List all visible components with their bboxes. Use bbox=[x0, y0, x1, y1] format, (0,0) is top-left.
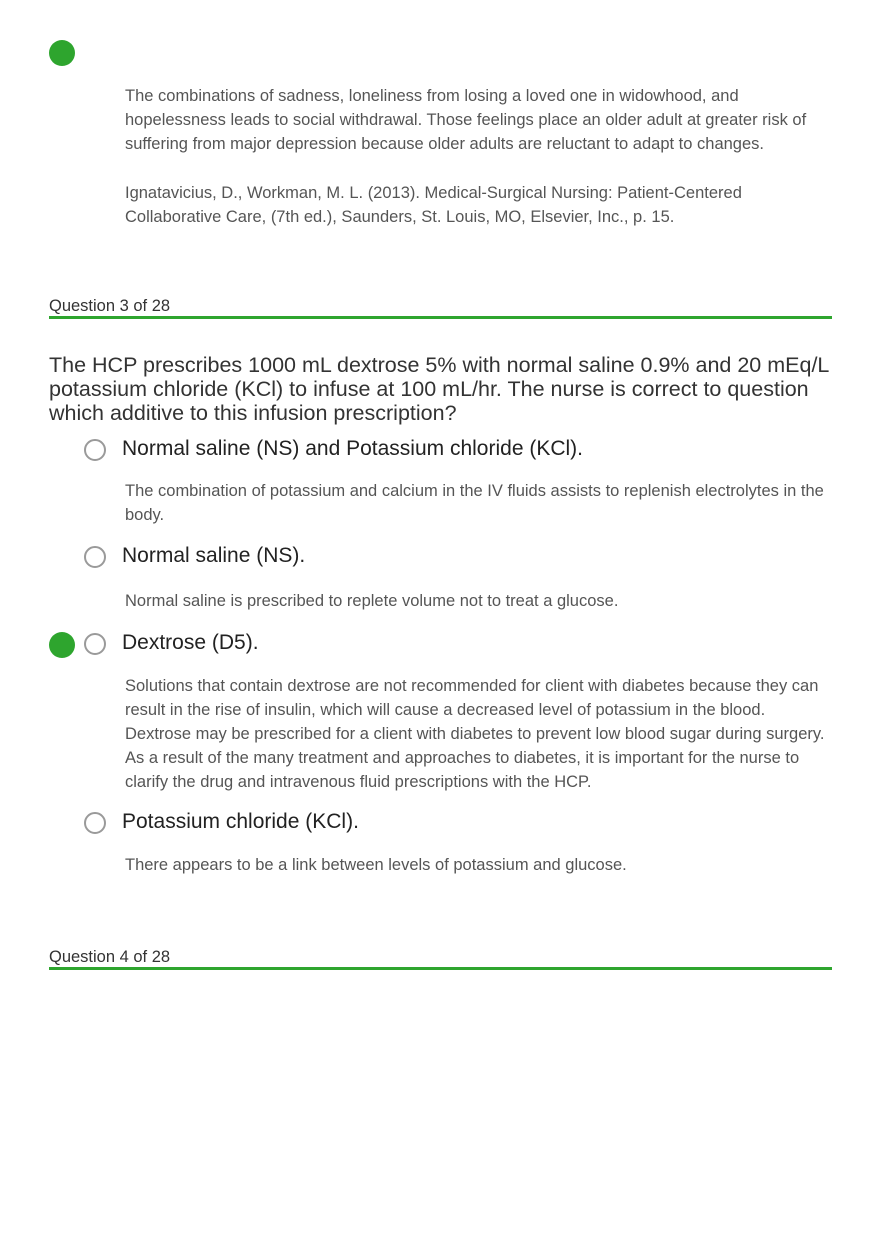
option-2-radio[interactable] bbox=[84, 546, 106, 568]
option-1-label[interactable]: Normal saline (NS) and Potassium chloride (KCl). bbox=[122, 437, 583, 460]
previous-question-reference: Ignatavicius, D., Workman, M. L. (2013). Medical-Surgical Nursing: Patient-Centered Collaborative Care, (7th ed.), Saunders, St. Louis, MO, Elsevier, Inc., p. 15. bbox=[125, 184, 742, 226]
previous-question-rationale: The combinations of sadness, loneliness from losing a loved one in widowhood, and hopelessness leads to social withdrawal. Those feelings place an older adult at greater risk of suffering from major depression because older adults are reluctant to adapt to changes. bbox=[125, 87, 807, 153]
question-3-label: Question 3 of 28 bbox=[49, 297, 171, 315]
option-4-label[interactable]: Potassium chloride (KCl). bbox=[122, 810, 359, 833]
option-3-label[interactable]: Dextrose (D5). bbox=[122, 631, 259, 654]
question-3-stem: The HCP prescribes 1000 mL dextrose 5% with normal saline 0.9% and 20 mEq/L potassium chloride (KCl) to infuse at 100 mL/hr. The nurse is correct to question which additive to this infusion prescription? bbox=[49, 353, 829, 425]
option-3-radio[interactable] bbox=[84, 633, 106, 655]
option-2-rationale: Normal saline is prescribed to replete volume not to treat a glucose. bbox=[125, 592, 619, 610]
correct-answer-indicator bbox=[49, 632, 75, 658]
option-4-rationale: There appears to be a link between levels of potassium and glucose. bbox=[125, 856, 627, 874]
correct-answer-indicator bbox=[49, 40, 75, 66]
question-4-divider bbox=[49, 967, 832, 970]
option-4-radio[interactable] bbox=[84, 812, 106, 834]
option-1-radio[interactable] bbox=[84, 439, 106, 461]
option-3-rationale: Solutions that contain dextrose are not recommended for client with diabetes because they can result in the rise of insulin, which will cause a decreased level of potassium in the blood. Dextrose may be prescribed for a client with diabetes to prevent low blood sugar during surgery. As a result of the many treatment and approaches to diabetes, it is important for the nurse to clarify the drug and intravenous fluid prescriptions with the HCP. bbox=[125, 677, 825, 791]
option-2-label[interactable]: Normal saline (NS). bbox=[122, 544, 306, 567]
question-3-divider bbox=[49, 316, 832, 319]
option-1-rationale: The combination of potassium and calcium in the IV fluids assists to replenish electrolytes in the body. bbox=[125, 482, 824, 524]
question-4-label: Question 4 of 28 bbox=[49, 948, 171, 966]
